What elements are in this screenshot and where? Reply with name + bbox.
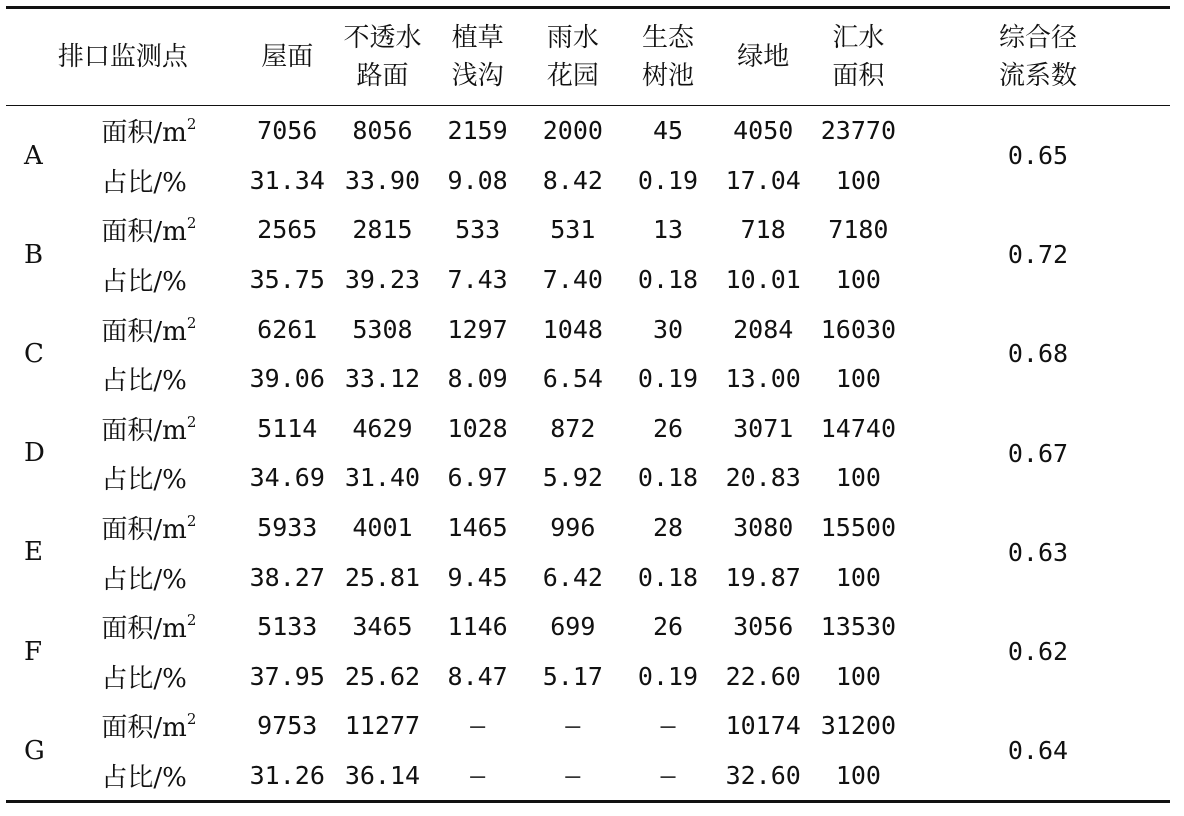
header-roof-line1: 屋面 (261, 42, 314, 72)
area-cell: — (470, 711, 486, 741)
metric-area-text: 面积/m (101, 316, 187, 347)
header-tree-pit (620, 9, 715, 106)
header-catchment-area (811, 9, 906, 106)
header-tree-pit-line1: 生态 (642, 23, 695, 53)
runoff-coef-cell: 0.72 (1007, 240, 1069, 270)
area-cell: 3080 (733, 513, 794, 543)
area-cell: 2815 (352, 215, 413, 245)
metric-area-superscript: 2 (186, 512, 197, 531)
area-cell: 28 (652, 513, 684, 543)
ratio-cell: 0.19 (637, 364, 699, 394)
header-point: 排口监测点 (57, 42, 188, 72)
area-cell: — (660, 711, 676, 741)
area-cell: 26 (652, 413, 684, 443)
ratio-cell: 10.01 (725, 265, 801, 295)
metric-label-area (77, 503, 239, 553)
metric-area-text: 面积/m (101, 118, 187, 149)
runoff-coef-cell: 0.63 (1007, 537, 1069, 567)
area-cell: 1048 (542, 314, 603, 344)
table-header (6, 9, 1170, 106)
table-body (6, 106, 1170, 801)
point-label: A (24, 140, 43, 171)
ratio-cell: 9.45 (447, 562, 508, 592)
ratio-cell: — (660, 761, 676, 791)
ratio-cell: 17.04 (725, 165, 801, 195)
ratio-cell: — (470, 761, 486, 791)
area-cell: 3056 (733, 612, 794, 642)
header-tree-pit-line2: 树池 (642, 61, 695, 91)
ratio-cell: 100 (835, 661, 881, 691)
runoff-coef-cell: 0.68 (1007, 339, 1069, 369)
metric-area-superscript: 2 (186, 313, 197, 332)
ratio-cell: 36.14 (344, 761, 421, 791)
runoff-coef-cell: 0.65 (1007, 141, 1069, 171)
ratio-cell: 7.43 (447, 265, 508, 295)
metric-label-ratio: 占比/% (101, 663, 187, 694)
metric-label-ratio: 占比/% (101, 366, 187, 397)
area-cell: 3465 (352, 612, 413, 642)
area-cell: 5133 (257, 612, 318, 642)
point-label: E (24, 537, 43, 568)
area-cell: 15500 (820, 513, 897, 543)
metric-label-area (77, 602, 239, 652)
ratio-cell: 34.69 (249, 463, 325, 493)
area-cell: 9753 (257, 711, 318, 741)
area-cell: 3071 (733, 413, 794, 443)
ratio-cell: 39.06 (249, 364, 325, 394)
area-cell: 4629 (352, 413, 413, 443)
header-catchment-area-line2: 面积 (832, 61, 885, 91)
metric-area-text: 面积/m (101, 515, 187, 546)
area-cell: 23770 (820, 116, 897, 146)
area-cell: 7056 (257, 116, 318, 146)
metric-label-ratio: 占比/% (101, 465, 187, 496)
header-grass-swale-line2: 浅沟 (451, 61, 504, 91)
area-cell: 2159 (447, 116, 508, 146)
area-cell: 4050 (733, 116, 794, 146)
ratio-cell: 38.27 (249, 562, 325, 592)
header-rain-garden-line1: 雨水 (546, 23, 599, 53)
area-cell: 13530 (820, 612, 897, 642)
metric-label-ratio: 占比/% (101, 167, 187, 198)
area-cell: 6261 (257, 314, 318, 344)
metric-area-text: 面积/m (101, 713, 187, 744)
ratio-cell: 20.83 (725, 463, 801, 493)
runoff-coef-cell: 0.64 (1007, 736, 1069, 766)
area-cell: 26 (652, 612, 684, 642)
metric-area-superscript: 2 (186, 214, 197, 233)
ratio-cell: 8.47 (447, 661, 508, 691)
header-runoff-coef-line2: 流系数 (998, 61, 1077, 91)
header-impervious-road (335, 9, 430, 106)
ratio-cell: 100 (835, 562, 881, 592)
header-rain-garden (525, 9, 620, 106)
ratio-cell: 33.12 (344, 364, 421, 394)
table-row (6, 304, 1170, 354)
ratio-cell: 35.75 (249, 265, 325, 295)
header-runoff-coef-line1: 综合径 (998, 23, 1077, 53)
area-cell: — (565, 711, 581, 741)
point-label: D (24, 438, 45, 469)
area-cell: 718 (740, 215, 786, 245)
ratio-cell: 8.09 (447, 364, 508, 394)
ratio-cell: 7.40 (542, 265, 603, 295)
metric-area-superscript: 2 (186, 115, 197, 134)
metric-label-area (77, 205, 239, 255)
ratio-cell: 0.19 (637, 165, 699, 195)
metric-label-ratio: 占比/% (101, 267, 187, 298)
header-rain-garden-line2: 花园 (546, 61, 599, 91)
area-cell: 7180 (828, 215, 889, 245)
area-cell: 5114 (257, 413, 318, 443)
metric-label-ratio: 占比/% (101, 763, 187, 794)
ratio-cell: 5.17 (542, 661, 603, 691)
area-cell: 2565 (257, 215, 318, 245)
ratio-cell: 100 (835, 364, 881, 394)
area-cell: 533 (455, 215, 501, 245)
table-row (6, 701, 1170, 751)
ratio-cell: 39.23 (344, 265, 421, 295)
table-row (6, 205, 1170, 255)
area-cell: 872 (550, 413, 596, 443)
header-roof (240, 9, 335, 106)
point-label: F (24, 636, 43, 667)
table-row (6, 106, 1170, 156)
header-grass-swale-line1: 植草 (451, 23, 504, 53)
data-table (6, 6, 1170, 803)
table-row (6, 602, 1170, 652)
runoff-table (6, 9, 1170, 800)
metric-area-text: 面积/m (101, 217, 187, 248)
area-cell: 1028 (447, 413, 508, 443)
metric-area-text: 面积/m (101, 415, 187, 446)
metric-area-superscript: 2 (186, 611, 197, 630)
ratio-cell: 22.60 (725, 661, 801, 691)
area-cell: 5308 (352, 314, 413, 344)
metric-label-area (77, 304, 239, 354)
point-label: G (24, 735, 45, 766)
header-green-space (716, 9, 811, 106)
ratio-cell: 100 (835, 761, 881, 791)
ratio-cell: 6.97 (447, 463, 508, 493)
ratio-cell: 25.62 (344, 661, 421, 691)
area-cell: 8056 (352, 116, 413, 146)
ratio-cell: 31.40 (344, 463, 421, 493)
area-cell: 10174 (725, 711, 801, 741)
ratio-cell: 6.54 (542, 364, 603, 394)
area-cell: 14740 (820, 413, 897, 443)
ratio-cell: 100 (835, 165, 881, 195)
ratio-cell: 19.87 (725, 562, 801, 592)
area-cell: 5933 (257, 513, 318, 543)
metric-area-superscript: 2 (186, 710, 197, 729)
ratio-cell: 33.90 (344, 165, 421, 195)
ratio-cell: 31.34 (249, 165, 325, 195)
header-impervious-road-line1: 不透水 (343, 23, 422, 53)
ratio-cell: 0.18 (637, 463, 699, 493)
point-label: B (24, 239, 44, 270)
ratio-cell: 13.00 (725, 364, 801, 394)
ratio-cell: 5.92 (542, 463, 603, 493)
ratio-cell: 32.60 (725, 761, 801, 791)
ratio-cell: 0.19 (637, 661, 699, 691)
area-cell: 4001 (352, 513, 413, 543)
metric-area-superscript: 2 (186, 412, 197, 431)
table-row (6, 404, 1170, 454)
metric-label-ratio: 占比/% (101, 564, 187, 595)
area-cell: 13 (652, 215, 684, 245)
runoff-coef-cell: 0.62 (1007, 637, 1069, 667)
ratio-cell: 8.42 (542, 165, 603, 195)
area-cell: 31200 (820, 711, 897, 741)
area-cell: 16030 (820, 314, 897, 344)
area-cell: 45 (652, 116, 684, 146)
area-cell: 2084 (733, 314, 794, 344)
table-bottom-rule (6, 800, 1170, 803)
area-cell: 996 (550, 513, 596, 543)
ratio-cell: 31.26 (249, 761, 325, 791)
area-cell: 531 (550, 215, 596, 245)
area-cell: 1465 (447, 513, 508, 543)
header-runoff-coef (906, 9, 1170, 106)
header-grass-swale (430, 9, 525, 106)
table-row (6, 503, 1170, 553)
header-catchment-area-line1: 汇水 (832, 23, 885, 53)
ratio-cell: 0.18 (637, 265, 699, 295)
ratio-cell: 25.81 (344, 562, 421, 592)
ratio-cell: 0.18 (637, 562, 699, 592)
header-impervious-road-line2: 路面 (356, 61, 409, 91)
header-green-space-line1: 绿地 (737, 42, 790, 72)
metric-area-text: 面积/m (101, 614, 187, 645)
runoff-coef-cell: 0.67 (1007, 438, 1069, 468)
area-cell: 1146 (447, 612, 508, 642)
metric-label-area (77, 404, 239, 454)
ratio-cell: 100 (835, 463, 881, 493)
ratio-cell: 6.42 (542, 562, 603, 592)
area-cell: 699 (550, 612, 596, 642)
ratio-cell: 9.08 (447, 165, 508, 195)
metric-label-area (77, 701, 239, 751)
ratio-cell: 100 (835, 265, 881, 295)
area-cell: 2000 (542, 116, 603, 146)
area-cell: 30 (652, 314, 684, 344)
point-label: C (24, 338, 44, 369)
area-cell: 11277 (344, 711, 421, 741)
ratio-cell: — (565, 761, 581, 791)
ratio-cell: 37.95 (249, 661, 325, 691)
area-cell: 1297 (447, 314, 508, 344)
metric-label-area (77, 106, 239, 156)
